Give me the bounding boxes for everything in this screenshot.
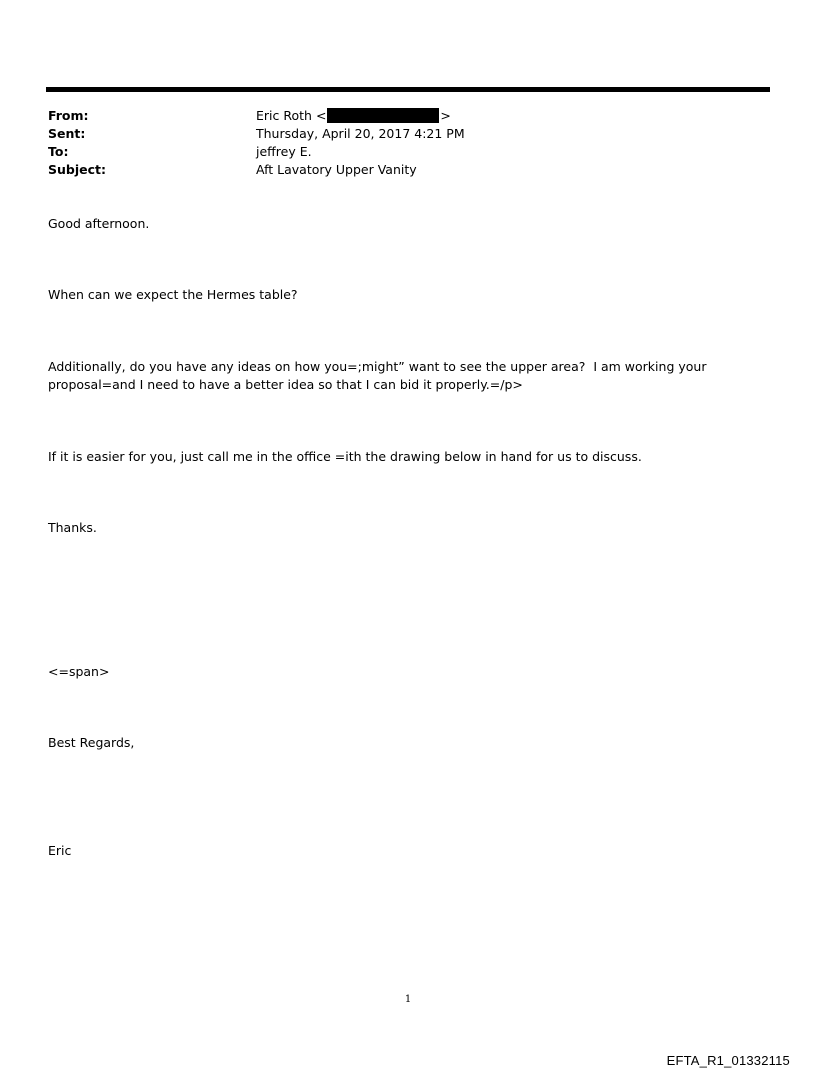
subject-row <box>48 161 768 179</box>
to-row <box>48 143 768 161</box>
ideas-paragraph: Additionally, do you have any ideas on how you=;might” want to see the upper area? I am working your proposal=and I need to have a better idea so that I can bid it properly.=/p> <box>48 359 711 392</box>
span-artifact-text: <=span> <box>48 664 110 679</box>
subject-value: Aft Lavatory Upper Vanity <box>256 162 417 177</box>
signature-text: Eric <box>48 843 72 858</box>
sent-label: Sent: <box>48 126 86 141</box>
closing-paragraph: Best Regards, <box>48 735 135 750</box>
redaction-box <box>327 108 439 123</box>
greeting-paragraph: Good afternoon. <box>48 216 150 231</box>
to-value: jeffrey E. <box>256 144 312 159</box>
bates-number: EFTA_R1_01332115 <box>666 1053 790 1068</box>
from-name: Eric Roth <box>256 108 312 123</box>
from-label: From: <box>48 108 89 123</box>
from-row <box>48 107 768 125</box>
from-close-bracket: > <box>440 108 451 123</box>
subject-label: Subject: <box>48 162 106 177</box>
from-open-bracket: < <box>315 108 327 123</box>
sent-row <box>48 125 768 143</box>
thanks-paragraph: Thanks. <box>48 520 97 535</box>
call-paragraph: If it is easier for you, just call me in the office =ith the drawing below in hand for us to discuss. <box>48 449 642 464</box>
to-label: To: <box>48 144 69 159</box>
page-number: 1 <box>404 994 412 1005</box>
header-divider-rule <box>46 87 770 92</box>
from-value <box>256 107 451 125</box>
sent-value: Thursday, April 20, 2017 4:21 PM <box>256 126 465 141</box>
question-paragraph: When can we expect the Hermes table? <box>48 287 298 302</box>
